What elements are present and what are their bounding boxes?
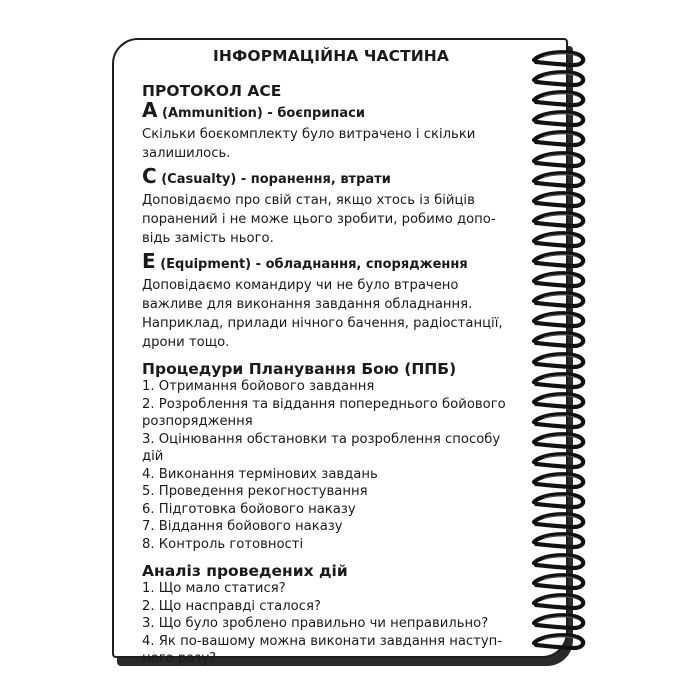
spiral-coil-icon — [530, 354, 588, 370]
spiral-coil-icon — [530, 233, 588, 249]
spiral-coil-icon — [530, 153, 588, 169]
ace-item-body: Скільки боєкомплекту було витрачено і скільки залишилось. — [142, 127, 476, 161]
after-action-review-list — [142, 580, 520, 668]
spiral-coil-icon — [530, 273, 588, 289]
procedure-item: 1. Отримання бойового завдання — [142, 379, 375, 394]
spiral-coil-icon — [530, 92, 588, 108]
ace-item-equipment — [142, 251, 520, 352]
ace-item-casualty — [142, 166, 520, 248]
ace-protocol-title: ПРОТОКОЛ АСЕ — [142, 82, 282, 100]
spiral-coil-icon — [530, 615, 588, 631]
page-title: ІНФОРМАЦІЙНА ЧАСТИНА — [213, 47, 449, 65]
review-question: 4. Як по-вашому можна виконати завдання наступ-ного разу? — [142, 633, 503, 666]
after-action-review-title: Аналіз проведених дій — [142, 562, 348, 580]
spiral-coil-icon — [530, 474, 588, 490]
spiral-coil-icon — [530, 635, 588, 651]
ace-item-body: Доповідаємо командиру чи не було втрачено важливе для виконання завдання обладнання. Наприклад, прилади нічного бачення, радіостанції, дрони тощо. — [142, 278, 503, 350]
review-question: 1. Що мало статися? — [142, 581, 286, 596]
spiral-coil-icon — [530, 595, 588, 611]
ace-heading-text: (Casualty) - поранення, втрати — [156, 172, 391, 187]
spiral-coil-icon — [530, 534, 588, 550]
spiral-coil-icon — [530, 555, 588, 571]
ace-letter: C — [142, 164, 157, 188]
ace-item-heading — [142, 251, 520, 276]
procedures-title: Процедури Планування Бою (ППБ) — [142, 360, 457, 378]
procedures-list — [142, 378, 520, 553]
review-question: 2. Що насправді сталося? — [142, 598, 321, 614]
spiral-coil-icon — [530, 434, 588, 450]
spiral-binding — [530, 52, 590, 652]
spiral-coil-icon — [530, 394, 588, 410]
spiral-coil-icon — [530, 173, 588, 189]
ace-item-heading — [142, 166, 520, 191]
spiral-coil-icon — [530, 213, 588, 229]
spiral-coil-icon — [530, 193, 588, 209]
spiral-coil-icon — [530, 132, 588, 148]
procedure-item: 4. Виконання термінових завдань — [142, 466, 378, 482]
ace-item-heading — [142, 100, 520, 125]
review-question: 3. Що було зроблено правильно чи неправильно? — [142, 616, 489, 631]
ace-letter: E — [142, 249, 156, 273]
spiral-coil-icon — [530, 575, 588, 591]
ace-heading-text: (Equipment) - обладнання, спорядження — [155, 257, 468, 272]
ace-letter: A — [142, 98, 158, 122]
spiral-coil-icon — [530, 52, 588, 68]
procedure-item: 2. Розроблення та віддання попереднього бойового розпорядження — [142, 396, 506, 429]
procedure-item: 5. Проведення рекогностування — [142, 484, 368, 499]
procedure-item: 7. Віддання бойового наказу — [142, 519, 343, 534]
spiral-coil-icon — [530, 454, 588, 470]
ace-item-ammunition — [142, 100, 520, 163]
spiral-coil-icon — [530, 253, 588, 269]
ace-heading-text: (Ammunition) - боєприпаси — [157, 106, 365, 121]
spiral-coil-icon — [530, 313, 588, 329]
spiral-coil-icon — [530, 333, 588, 349]
page-content — [142, 46, 520, 668]
spiral-coil-icon — [530, 293, 588, 309]
procedure-item: 3. Оцінювання обстановки та розроблення способу дій — [142, 431, 501, 464]
spiral-coil-icon — [530, 414, 588, 430]
ace-item-body: Доповідаємо про свій стан, якщо хтось із бійців поранений і не може цього зробити, робимо допо-відь замість нього. — [142, 193, 496, 246]
procedure-item: 6. Підготовка бойового наказу — [142, 501, 356, 517]
spiral-coil-icon — [530, 374, 588, 390]
notebook-page — [112, 38, 568, 666]
spiral-coil-icon — [530, 72, 588, 88]
spiral-coil-icon — [530, 112, 588, 128]
procedure-item: 8. Контроль готовності — [142, 536, 304, 552]
spiral-coil-icon — [530, 514, 588, 530]
spiral-coil-icon — [530, 494, 588, 510]
